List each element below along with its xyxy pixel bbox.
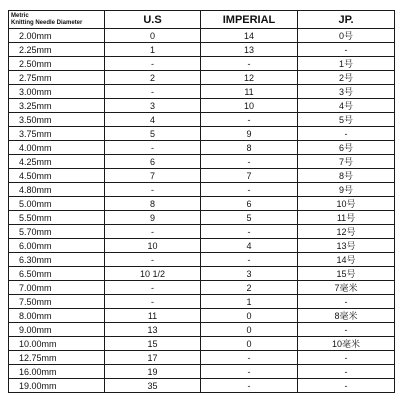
cell-imperial: 0 <box>201 337 298 351</box>
cell-imperial: 0 <box>201 309 298 323</box>
table-row <box>9 127 395 141</box>
header-metric: Metric Knitting Needle Diameter <box>9 11 105 29</box>
cell-jp: 12号 <box>298 225 395 239</box>
cell-imperial: 2 <box>201 281 298 295</box>
table-row <box>9 29 395 43</box>
cell-metric: 19.00mm <box>9 379 105 393</box>
cell-us: 9 <box>105 211 201 225</box>
cell-metric: 12.75mm <box>9 351 105 365</box>
cell-metric: 16.00mm <box>9 365 105 379</box>
cell-jp: 10毫米 <box>298 337 395 351</box>
table-row <box>9 323 395 337</box>
table-row <box>9 155 395 169</box>
cell-metric: 3.75mm <box>9 127 105 141</box>
cell-imperial: 8 <box>201 141 298 155</box>
cell-us: - <box>105 85 201 99</box>
cell-metric: 10.00mm <box>9 337 105 351</box>
cell-jp: 14号 <box>298 253 395 267</box>
table-row <box>9 57 395 71</box>
cell-us: 17 <box>105 351 201 365</box>
cell-imperial: - <box>201 183 298 197</box>
cell-imperial: - <box>201 253 298 267</box>
cell-metric: 3.50mm <box>9 113 105 127</box>
header-jp: JP. <box>298 11 395 29</box>
cell-us: 13 <box>105 323 201 337</box>
cell-metric: 8.00mm <box>9 309 105 323</box>
cell-us: 11 <box>105 309 201 323</box>
cell-jp: 9号 <box>298 183 395 197</box>
needle-size-table <box>8 10 395 393</box>
table-row <box>9 169 395 183</box>
table-row <box>9 337 395 351</box>
cell-imperial: 7 <box>201 169 298 183</box>
cell-jp: 3号 <box>298 85 395 99</box>
table-row <box>9 141 395 155</box>
cell-jp: 10号 <box>298 197 395 211</box>
cell-metric: 2.00mm <box>9 29 105 43</box>
cell-metric: 4.00mm <box>9 141 105 155</box>
cell-us: - <box>105 183 201 197</box>
cell-us: 10 <box>105 239 201 253</box>
cell-imperial: 10 <box>201 99 298 113</box>
cell-us: 7 <box>105 169 201 183</box>
cell-jp: - <box>298 323 395 337</box>
cell-us: 10 1/2 <box>105 267 201 281</box>
cell-imperial: - <box>201 155 298 169</box>
header-us: U.S <box>105 11 201 29</box>
cell-us: - <box>105 295 201 309</box>
cell-imperial: - <box>201 365 298 379</box>
cell-jp: 6号 <box>298 141 395 155</box>
cell-us: 19 <box>105 365 201 379</box>
cell-imperial: 3 <box>201 267 298 281</box>
cell-imperial: 6 <box>201 197 298 211</box>
cell-metric: 7.00mm <box>9 281 105 295</box>
table-row <box>9 99 395 113</box>
cell-imperial: 0 <box>201 323 298 337</box>
cell-jp: 0号 <box>298 29 395 43</box>
cell-us: - <box>105 141 201 155</box>
cell-imperial: - <box>201 379 298 393</box>
cell-jp: 7号 <box>298 155 395 169</box>
table-row <box>9 211 395 225</box>
cell-metric: 4.50mm <box>9 169 105 183</box>
cell-jp: 4号 <box>298 99 395 113</box>
cell-metric: 3.00mm <box>9 85 105 99</box>
header-row <box>9 11 395 29</box>
table-row <box>9 71 395 85</box>
table-row <box>9 113 395 127</box>
cell-metric: 2.75mm <box>9 71 105 85</box>
table-row <box>9 225 395 239</box>
cell-jp: 1号 <box>298 57 395 71</box>
cell-us: 0 <box>105 29 201 43</box>
header-imperial: IMPERIAL <box>201 11 298 29</box>
cell-jp: - <box>298 351 395 365</box>
cell-jp: 8毫米 <box>298 309 395 323</box>
cell-imperial: 9 <box>201 127 298 141</box>
cell-jp: 5号 <box>298 113 395 127</box>
cell-jp: - <box>298 295 395 309</box>
cell-jp: - <box>298 43 395 57</box>
cell-metric: 6.50mm <box>9 267 105 281</box>
cell-imperial: - <box>201 113 298 127</box>
cell-imperial: - <box>201 351 298 365</box>
table-row <box>9 183 395 197</box>
cell-imperial: 4 <box>201 239 298 253</box>
cell-metric: 4.80mm <box>9 183 105 197</box>
cell-us: 8 <box>105 197 201 211</box>
cell-jp: - <box>298 365 395 379</box>
cell-imperial: 13 <box>201 43 298 57</box>
cell-metric: 6.30mm <box>9 253 105 267</box>
cell-us: 5 <box>105 127 201 141</box>
cell-jp: - <box>298 379 395 393</box>
cell-jp: 7毫米 <box>298 281 395 295</box>
cell-metric: 9.00mm <box>9 323 105 337</box>
table-row <box>9 253 395 267</box>
cell-metric: 2.25mm <box>9 43 105 57</box>
cell-metric: 5.70mm <box>9 225 105 239</box>
cell-imperial: 14 <box>201 29 298 43</box>
table-row <box>9 365 395 379</box>
cell-jp: 2号 <box>298 71 395 85</box>
cell-imperial: - <box>201 57 298 71</box>
table-row <box>9 267 395 281</box>
cell-imperial: - <box>201 225 298 239</box>
cell-jp: - <box>298 127 395 141</box>
cell-metric: 6.00mm <box>9 239 105 253</box>
cell-imperial: 5 <box>201 211 298 225</box>
cell-imperial: 12 <box>201 71 298 85</box>
table-row <box>9 85 395 99</box>
cell-us: 1 <box>105 43 201 57</box>
cell-jp: 8号 <box>298 169 395 183</box>
table-row <box>9 239 395 253</box>
cell-us: 35 <box>105 379 201 393</box>
cell-us: 3 <box>105 99 201 113</box>
table-row <box>9 351 395 365</box>
cell-jp: 11号 <box>298 211 395 225</box>
table-row <box>9 43 395 57</box>
cell-jp: 13号 <box>298 239 395 253</box>
cell-us: 4 <box>105 113 201 127</box>
cell-jp: 15号 <box>298 267 395 281</box>
cell-imperial: 11 <box>201 85 298 99</box>
cell-metric: 7.50mm <box>9 295 105 309</box>
table-row <box>9 197 395 211</box>
cell-us: 15 <box>105 337 201 351</box>
table-row <box>9 379 395 393</box>
cell-us: - <box>105 225 201 239</box>
cell-us: - <box>105 281 201 295</box>
table-row <box>9 309 395 323</box>
cell-metric: 3.25mm <box>9 99 105 113</box>
cell-metric: 5.00mm <box>9 197 105 211</box>
cell-metric: 2.50mm <box>9 57 105 71</box>
table-body <box>9 29 395 393</box>
cell-us: - <box>105 57 201 71</box>
cell-metric: 4.25mm <box>9 155 105 169</box>
table-row <box>9 281 395 295</box>
cell-imperial: 1 <box>201 295 298 309</box>
cell-us: - <box>105 253 201 267</box>
cell-us: 6 <box>105 155 201 169</box>
table-row <box>9 295 395 309</box>
cell-us: 2 <box>105 71 201 85</box>
cell-metric: 5.50mm <box>9 211 105 225</box>
